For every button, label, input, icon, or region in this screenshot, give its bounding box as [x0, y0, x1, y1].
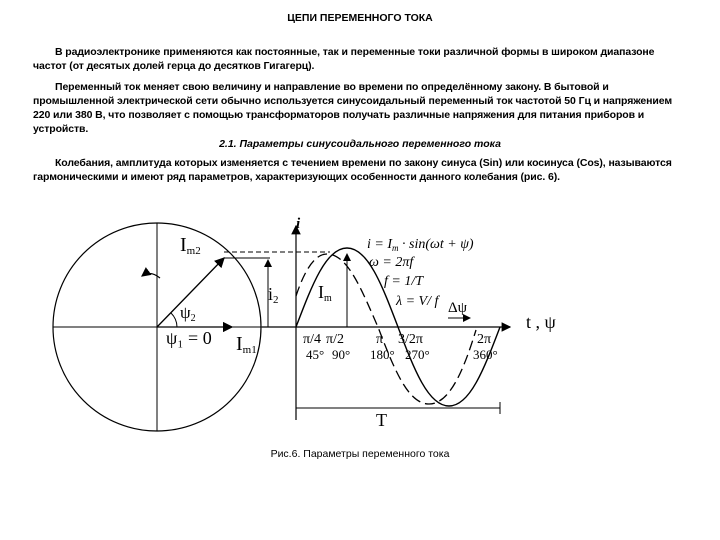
label-im1: Im1: [236, 333, 257, 356]
tick-pi2: π/2: [326, 332, 344, 347]
tick-180deg: 180°: [370, 347, 395, 362]
tick-45deg: 45°: [306, 347, 325, 362]
label-im2: Im2: [180, 234, 201, 257]
label-psi1: ψ₁ = 0: [166, 328, 212, 348]
label-delta-psi: Δψ: [448, 300, 468, 316]
label-t-psi: t , ψ: [526, 312, 556, 332]
label-im: Im: [318, 282, 332, 304]
tick-pi: π: [376, 332, 384, 347]
paragraph-harmonic-text: Колебания, амплитуда которых изменяется с течением времени по закону синуса (Sin) или косинуса (Cos), называются гармоническими и имеют ряд параметров, характеризующих особенности данного колебания (рис. 6).: [33, 157, 672, 183]
formula-instantaneous: $i = I_m \cdot \sin(\omega t + \psi)$: [367, 237, 474, 253]
formula-frequency: f = 1/T: [384, 274, 424, 289]
tick-90deg: 90°: [332, 347, 351, 362]
paragraph-ac-current-text: Переменный ток меняет свою величину и направление во времени по определённому закону. В бытовой и промышленной электрической сети обычно используется синусоидальный переменный ток частотой 50 Гц и напряжением 220 или 380 В, что позволяет с помощью трансформаторов получать различные напряжения для питания приборов и устройств.: [33, 81, 673, 135]
formula-angular-frequency: ω = 2πf: [369, 255, 414, 270]
label-psi2: ψ2: [180, 303, 196, 324]
angle-arc-psi2: [171, 313, 177, 327]
section-subheading: 2.1. Параметры синусоидального переменного тока: [219, 138, 501, 150]
paragraph-intro-text: В радиоэлектронике применяются как постоянные, так и переменные токи различной формы в широком диапазоне частот (от десятых долей герца до десятков Гигагерц).: [33, 46, 655, 72]
page-title: ЦЕПИ ПЕРЕМЕННОГО ТОКА: [287, 12, 433, 24]
tick-pi4: π/4: [303, 332, 321, 347]
tick-270deg: 270°: [405, 347, 430, 362]
figure-caption: Рис.6. Параметры переменного тока: [270, 448, 450, 460]
label-i-axis: i: [296, 216, 301, 232]
tick-2pi: 2π: [477, 332, 492, 347]
formula-wavelength: λ = V/ f: [396, 294, 439, 309]
tick-360deg: 360°: [473, 347, 498, 362]
label-period-t: T: [376, 410, 387, 430]
label-i2: i2: [268, 284, 279, 306]
tick-3pi2: 3/2π: [398, 332, 423, 347]
